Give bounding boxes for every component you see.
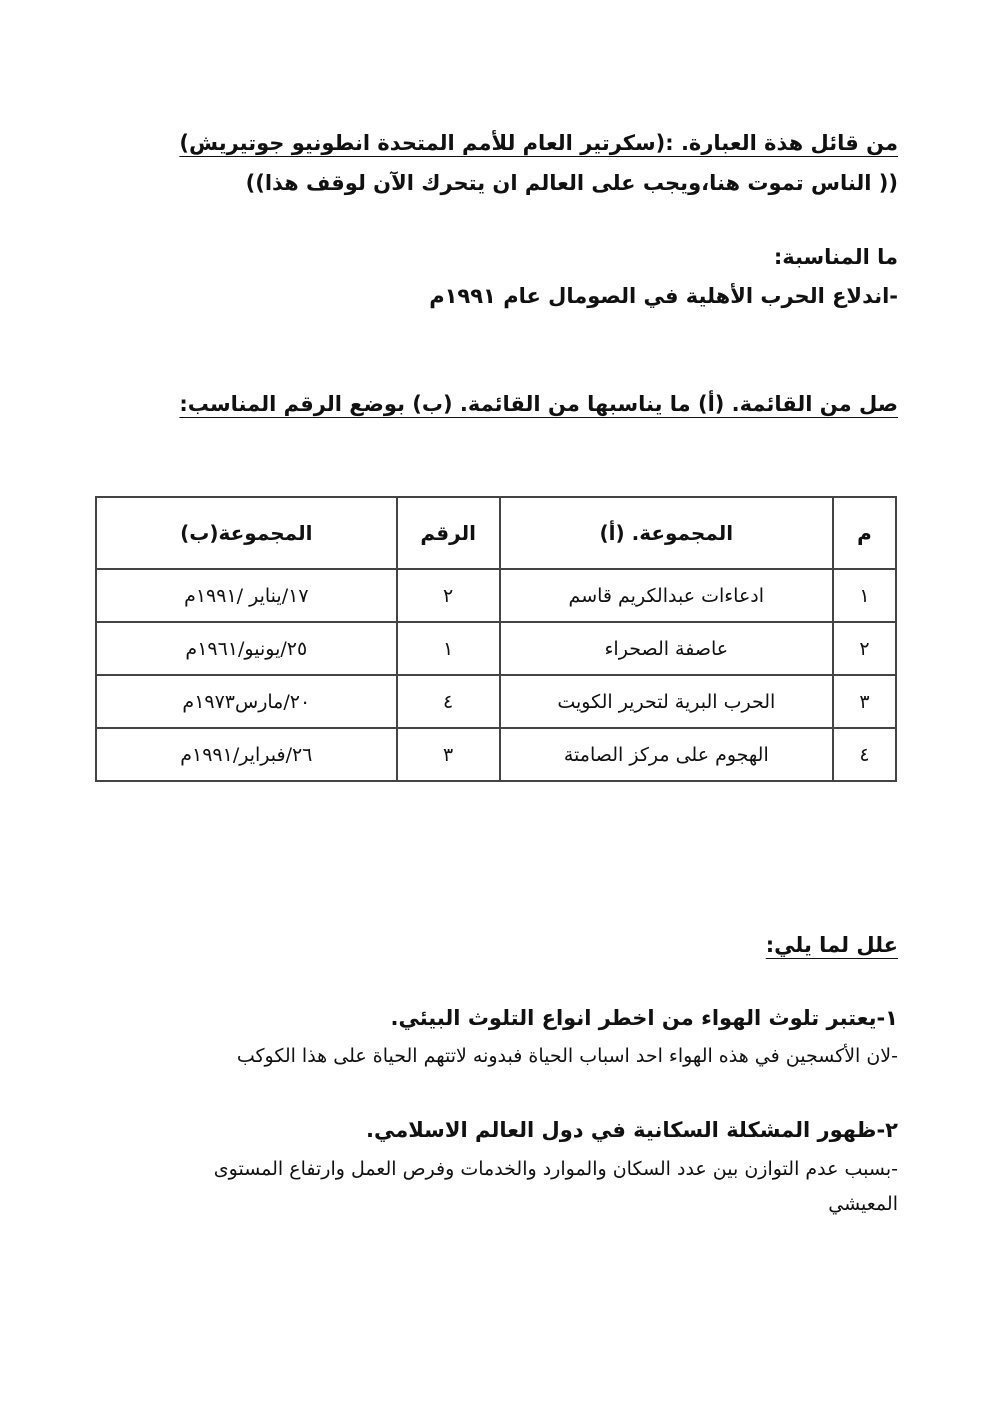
explain-answer-1: -لان الأكسجين في هذه الهواء احد اسباب الحياة فبدونه لاتتهم الحياة على هذا الكوكب xyxy=(236,1045,898,1067)
row-group-a: الهجوم على مركز الصامتة xyxy=(500,728,833,781)
explain-question-2: ٢-ظهور المشكلة السكانية في دول العالم الاسلامي. xyxy=(366,1118,898,1142)
quote-text: (( الناس تموت هنا،ويجب على العالم ان يتحرك الآن لوقف هذا)) xyxy=(245,171,898,195)
explain-answer-2-line-2: المعيشي xyxy=(828,1193,898,1215)
row-number: ٤ xyxy=(397,675,500,728)
row-number: ٣ xyxy=(397,728,500,781)
row-group-b: ٢٦/فبراير/١٩٩١م xyxy=(96,728,397,781)
row-group-b: ٢٥/يونيو/١٩٦١م xyxy=(96,622,397,675)
table-row xyxy=(96,569,896,622)
header-m: م xyxy=(833,497,896,569)
row-m: ١ xyxy=(833,569,896,622)
occasion-answer: -اندلاع الحرب الأهلية في الصومال عام ١٩٩١م xyxy=(429,284,898,308)
header-number: الرقم xyxy=(397,497,500,569)
row-number: ٢ xyxy=(397,569,500,622)
row-group-b: ١٧/يناير /١٩٩١م xyxy=(96,569,397,622)
explain-heading: علل لما يلي: xyxy=(765,933,898,957)
row-group-a: الحرب البرية لتحرير الكويت xyxy=(500,675,833,728)
explain-answer-2-line-1: -بسبب عدم التوازن بين عدد السكان والموارد والخدمات وفرص العمل وارتفاع المستوى xyxy=(213,1158,898,1180)
row-m: ٣ xyxy=(833,675,896,728)
table-row xyxy=(96,675,896,728)
table-row xyxy=(96,728,896,781)
table-row xyxy=(96,622,896,675)
header-group-a: المجموعة. (أ) xyxy=(500,497,833,569)
table-header-row xyxy=(96,497,896,569)
matching-table xyxy=(95,496,897,782)
row-group-b: ٢٠/مارس١٩٧٣م xyxy=(96,675,397,728)
row-number: ١ xyxy=(397,622,500,675)
header-group-b: المجموعة(ب) xyxy=(96,497,397,569)
quote-question: من قائل هذة العبارة. :(سكرتير العام للأمم المتحدة انطونيو جوتيريش) xyxy=(179,131,898,155)
row-m: ٤ xyxy=(833,728,896,781)
occasion-heading: ما المناسبة: xyxy=(773,245,898,269)
explain-question-1: ١-يعتبر تلوث الهواء من اخطر انواع التلوث البيئي. xyxy=(390,1006,898,1030)
row-group-a: عاصفة الصحراء xyxy=(500,622,833,675)
row-group-a: ادعاءات عبدالكريم قاسم xyxy=(500,569,833,622)
matching-instruction: صل من القائمة. (أ) ما يناسبها من القائمة. (ب) بوضع الرقم المناسب: xyxy=(179,392,898,416)
row-m: ٢ xyxy=(833,622,896,675)
